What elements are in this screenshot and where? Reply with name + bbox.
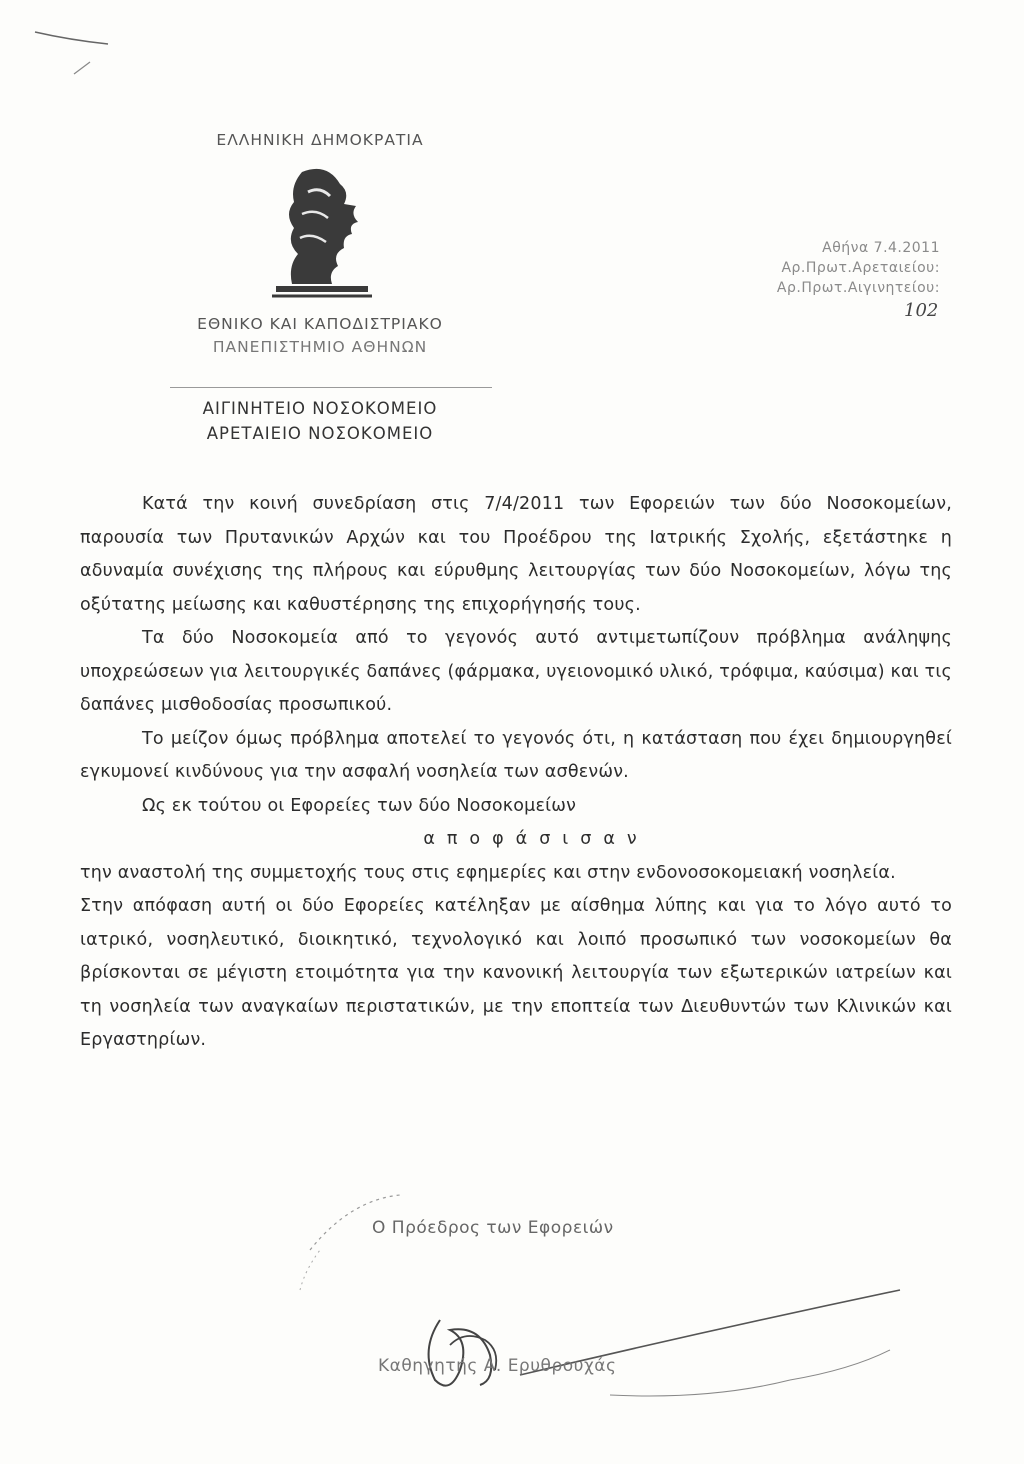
paragraph-6: Στην απόφαση αυτή οι δύο Εφορείες κατέληξαν με αίσθημα λύπης και για το λόγο αυτό το ιατρικό, νοσηλευτικό, διοικητικό, τεχνολογικό και λοιπό προσωπικό των νοσοκομείων θα βρίσκονται σε μέγιστη ετοιμότητα για την κανονική λειτουργία των εξωτερικών ιατρείων και τη νοσηλεία των αναγκαίων περιστατικών, με την εποπτεία των Διευθυντών των Κλινικών και Εργαστηρίων. — [80, 896, 952, 1050]
athena-logo-icon — [272, 162, 372, 302]
paragraph-5: την αναστολή της συμμετοχής τους στις εφημερίες και στην ενδονοσοκομειακή νοσηλεία. — [80, 862, 896, 883]
header-hospital1: ΑΙΓΙΝΗΤΕΙΟ ΝΟΣΟΚΟΜΕΙΟ — [202, 399, 438, 418]
paragraph-1: Κατά την κοινή συνεδρίαση στις 7/4/2011 των Εφορειών των δύο Νοσοκομείων, παρουσία των Πρυτανικών Αρχών και του Προέδρου της Ιατρικής Σχολής, εξετάστηκε η αδυναμία συνέχισης της πλήρους και εύρυθμης λειτουργίας των δύο Νοσοκομείων, λόγω της οξύτατης μείωσης και καθυστέρησης της επιχορήγησής τους. — [80, 494, 952, 615]
paragraph-2: Τα δύο Νοσοκομεία από το γεγονός αυτό αντιμετωπίζουν πρόβλημα ανάληψης υποχρεώσεων για λειτουργικές δαπάνες (φάρμακα, υγειονομικό υλικό, τρόφιμα, καύσιμα) και τις δαπάνες μισθοδοσίας προσωπικού. — [80, 628, 952, 715]
header-university-line2: ΠΑΝΕΠΙΣΤΗΜΙΟ ΑΘΗΝΩΝ — [212, 338, 428, 356]
protocol-aiginiteiou: Αρ.Πρωτ.Αιγινητείου: — [776, 280, 940, 296]
pen-mark-corner — [30, 22, 120, 92]
letter-body — [80, 488, 952, 1058]
header-university-line1: ΕΘΝΙΚΟ ΚΑΙ ΚΑΠΟΔΙΣΤΡΙΑΚΟ — [197, 315, 443, 333]
protocol-aretaieiou: Αρ.Πρωτ.Αρεταιείου: — [781, 260, 940, 276]
protocol-number: 102 — [904, 300, 939, 321]
signature-name: Καθηγητής Α. Ερυθρουχάς — [378, 1356, 617, 1376]
header-hospital2: ΑΡΕΤΑΙΕΙΟ ΝΟΣΟΚΟΜΕΙΟ — [206, 424, 434, 443]
decision-word: αποφάσισαν — [423, 829, 649, 849]
header-country: ΕΛΛΗΝΙΚΗ ΔΗΜΟΚΡΑΤΙΑ — [216, 131, 424, 149]
date-line: Αθήνα 7.4.2011 — [822, 240, 940, 256]
header-divider — [170, 387, 492, 388]
paragraph-3: Το μείζον όμως πρόβλημα αποτελεί το γεγονός ότι, η κατάσταση που έχει δημιουργηθεί εγκυμονεί κινδύνους για την ασφαλή νοσηλεία των ασθενών. — [80, 728, 952, 782]
paragraph-4: Ως εκ τούτου οι Εφορείες των δύο Νοσοκομείων — [142, 795, 577, 816]
header-meta — [700, 238, 940, 298]
signature-title: Ο Πρόεδρος των Εφορειών — [372, 1218, 614, 1238]
